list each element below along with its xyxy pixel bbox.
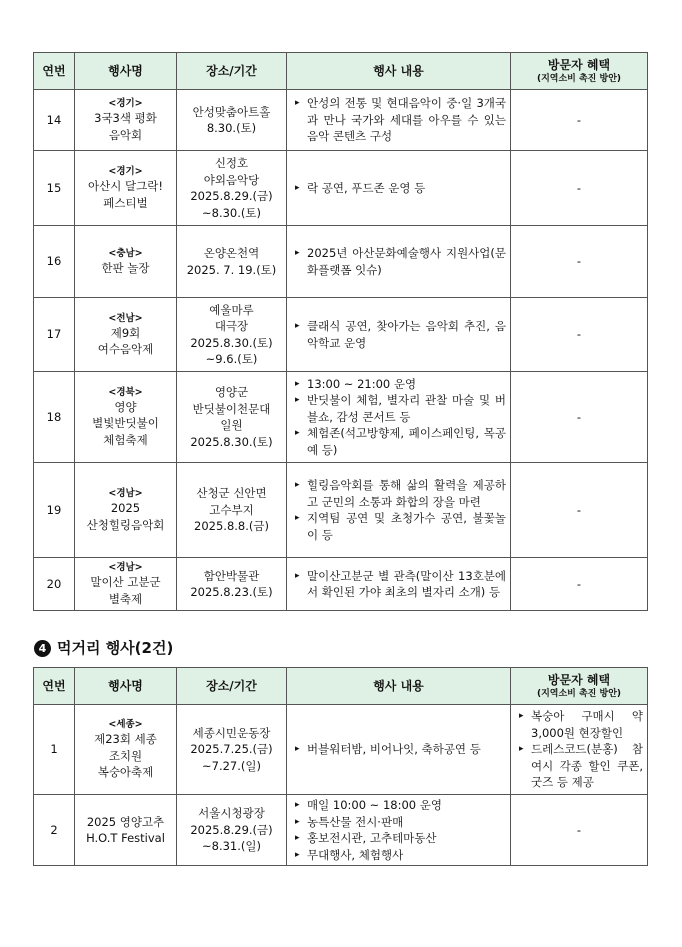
content-list xyxy=(287,243,510,280)
cell-place-period: 영양군 반딧불이천문대 일원 2025.8.30.(토) xyxy=(177,372,287,463)
event-name: 2025 영양고추 H.O.T Festival xyxy=(86,814,165,845)
cell-event-name xyxy=(75,795,177,866)
content-list xyxy=(287,93,510,147)
header-place: 장소/기간 xyxy=(177,53,287,90)
cell-benefit: - xyxy=(511,90,648,151)
event-name: 2025 산청힐링음악회 xyxy=(86,501,165,532)
cell-content xyxy=(287,795,511,866)
benefit-item: ▸ 복숭아 구매시 약3,000원 현장할인 xyxy=(519,708,643,741)
cell-no: 2 xyxy=(34,795,75,866)
region-label: <경북> xyxy=(108,386,143,398)
table-row xyxy=(34,463,648,558)
header-place: 장소/기간 xyxy=(177,668,287,705)
cell-content xyxy=(287,151,511,226)
cell-content xyxy=(287,558,511,611)
cell-content xyxy=(287,705,511,795)
table-row xyxy=(34,705,648,795)
cell-event-name xyxy=(75,151,177,226)
event-name: 3국3색 평화 음악회 xyxy=(94,111,157,142)
region-label: <경기> xyxy=(108,166,143,177)
cell-content xyxy=(287,298,511,372)
content-item: ▸ 버블워터밤, 비어나잇, 축하공연 등 xyxy=(295,741,506,758)
cell-no: 14 xyxy=(34,90,75,151)
cell-no: 16 xyxy=(34,226,75,298)
cell-no: 20 xyxy=(34,558,75,611)
region-label: <전남> xyxy=(108,312,143,324)
region-label: <경남> xyxy=(108,562,143,573)
content-list xyxy=(287,566,510,603)
cell-content xyxy=(287,90,511,151)
event-name: 한판 놀장 xyxy=(101,260,150,275)
content-list xyxy=(287,178,510,199)
header-benefit-main: 방문자 혜택 xyxy=(547,57,611,72)
header-content: 행사 내용 xyxy=(287,668,511,705)
benefit-item: ▸ 드레스코드(분홍) 참여시 각종 할인 쿠폰, 굿즈 등 제공 xyxy=(519,741,643,791)
header-name: 행사명 xyxy=(75,668,177,705)
cell-event-name xyxy=(75,298,177,372)
cell-benefit xyxy=(511,705,648,795)
header-no: 연번 xyxy=(34,668,75,705)
region-label: <충남> xyxy=(108,247,143,259)
cell-place-period: 함안박물관 2025.8.23.(토) xyxy=(177,558,287,611)
header-benefit-sub: (지역소비 촉진 방안) xyxy=(536,689,622,700)
region-label: <경기> xyxy=(108,98,143,109)
content-list xyxy=(287,316,510,353)
header-benefit-main: 방문자 혜택 xyxy=(547,672,611,687)
cell-content xyxy=(287,372,511,463)
content-item: ▸ 안성의 전통 및 현대음악이 중·일 3개국과 만나 국가와 세대를 아우를 수 있는 음악 콘텐츠 구성 xyxy=(295,95,506,145)
table-header-row xyxy=(34,53,648,90)
content-list xyxy=(287,795,510,865)
festival-table xyxy=(33,52,648,611)
content-list xyxy=(287,475,510,545)
cell-benefit: - xyxy=(511,151,648,226)
cell-benefit: - xyxy=(511,463,648,558)
food-event-table xyxy=(33,667,648,866)
table-header-row xyxy=(34,668,648,705)
content-list xyxy=(287,739,510,760)
table-row xyxy=(34,90,648,151)
cell-content xyxy=(287,226,511,298)
content-item: ▸ 13:00 ~ 21:00 운영 xyxy=(295,376,506,393)
cell-no: 17 xyxy=(34,298,75,372)
cell-benefit: - xyxy=(511,372,648,463)
cell-place-period: 예울마루 대극장 2025.8.30.(토) ~9.6.(토) xyxy=(177,298,287,372)
content-item: ▸ 2025년 아산문화예술행사 지원사업(문화플랫폼 잇슈) xyxy=(295,245,506,278)
cell-place-period: 신정호 야외음악당 2025.8.29.(금) ~8.30.(토) xyxy=(177,151,287,226)
event-name: 제23회 세종 조치원 복숭아축제 xyxy=(94,732,157,780)
header-benefit xyxy=(511,668,648,705)
section-number-marker: 4 xyxy=(34,640,51,657)
cell-place-period: 세종시민운동장 2025.7.25.(금) ~7.27.(일) xyxy=(177,705,287,795)
content-item: ▸ 체험존(석고방향제, 페이스페인팅, 목공예 등) xyxy=(295,425,506,458)
header-benefit-sub: (지역소비 촉진 방안) xyxy=(536,74,622,85)
event-name: 아산시 달그락! 페스티벌 xyxy=(88,179,163,210)
cell-benefit: - xyxy=(511,558,648,611)
cell-content xyxy=(287,463,511,558)
region-label: <세종> xyxy=(108,719,143,731)
content-list xyxy=(287,374,510,461)
cell-no: 19 xyxy=(34,463,75,558)
content-item: ▸ 말이산고분군 별 관측(말이산 13호분에서 확인된 가야 최초의 별자리 소개) 등 xyxy=(295,568,506,601)
benefit-list xyxy=(511,706,647,793)
cell-event-name xyxy=(75,705,177,795)
event-name: 제9회 여수음악제 xyxy=(97,325,154,356)
content-item: ▸ 클래식 공연, 찾아가는 음악회 추진, 음악학교 운영 xyxy=(295,318,506,351)
section-title-text: 먹거리 행사(2건) xyxy=(57,639,174,657)
cell-place-period: 안성맞춤아트홀 8.30.(토) xyxy=(177,90,287,151)
cell-benefit: - xyxy=(511,795,648,866)
table-row xyxy=(34,372,648,463)
cell-event-name xyxy=(75,372,177,463)
content-item: ▸ 반딧불이 체험, 별자리 관찰 마술 및 버블쇼, 감성 콘서트 등 xyxy=(295,392,506,425)
cell-place-period: 온양온천역 2025. 7. 19.(토) xyxy=(177,226,287,298)
table-row xyxy=(34,298,648,372)
table-row xyxy=(34,226,648,298)
cell-no: 1 xyxy=(34,705,75,795)
content-item: ▸ 무대행사, 체험행사 xyxy=(295,847,506,864)
cell-event-name xyxy=(75,558,177,611)
event-name: 영양 별빛반딧불이 체험축제 xyxy=(92,399,159,447)
table-row xyxy=(34,795,648,866)
cell-place-period: 서울시청광장 2025.8.29.(금) ~8.31.(일) xyxy=(177,795,287,866)
cell-benefit: - xyxy=(511,226,648,298)
header-benefit xyxy=(511,53,648,90)
cell-event-name xyxy=(75,226,177,298)
content-item: ▸ 락 공연, 푸드존 운영 등 xyxy=(295,180,506,197)
content-item: ▸ 힐링음악회를 통해 삶의 활력을 제공하고 군민의 소통과 화합의 장을 마련 xyxy=(295,477,506,510)
cell-no: 18 xyxy=(34,372,75,463)
header-name: 행사명 xyxy=(75,53,177,90)
cell-place-period: 산청군 신안면 고수부지 2025.8.8.(금) xyxy=(177,463,287,558)
header-content: 행사 내용 xyxy=(287,53,511,90)
section-title xyxy=(34,637,173,658)
region-label: <경남> xyxy=(108,488,143,499)
content-item: ▸ 홍보전시관, 고추테마동산 xyxy=(295,830,506,847)
table-row xyxy=(34,558,648,611)
content-item: ▸ 매일 10:00 ~ 18:00 운영 xyxy=(295,797,506,814)
table-row xyxy=(34,151,648,226)
header-no: 연번 xyxy=(34,53,75,90)
content-item: ▸ 지역팀 공연 및 초청가수 공연, 불꽃놀이 등 xyxy=(295,510,506,543)
content-item: ▸ 농특산물 전시·판매 xyxy=(295,814,506,831)
cell-event-name xyxy=(75,90,177,151)
cell-event-name xyxy=(75,463,177,558)
event-name: 말이산 고분군 별축제 xyxy=(90,575,161,606)
cell-no: 15 xyxy=(34,151,75,226)
cell-benefit: - xyxy=(511,298,648,372)
